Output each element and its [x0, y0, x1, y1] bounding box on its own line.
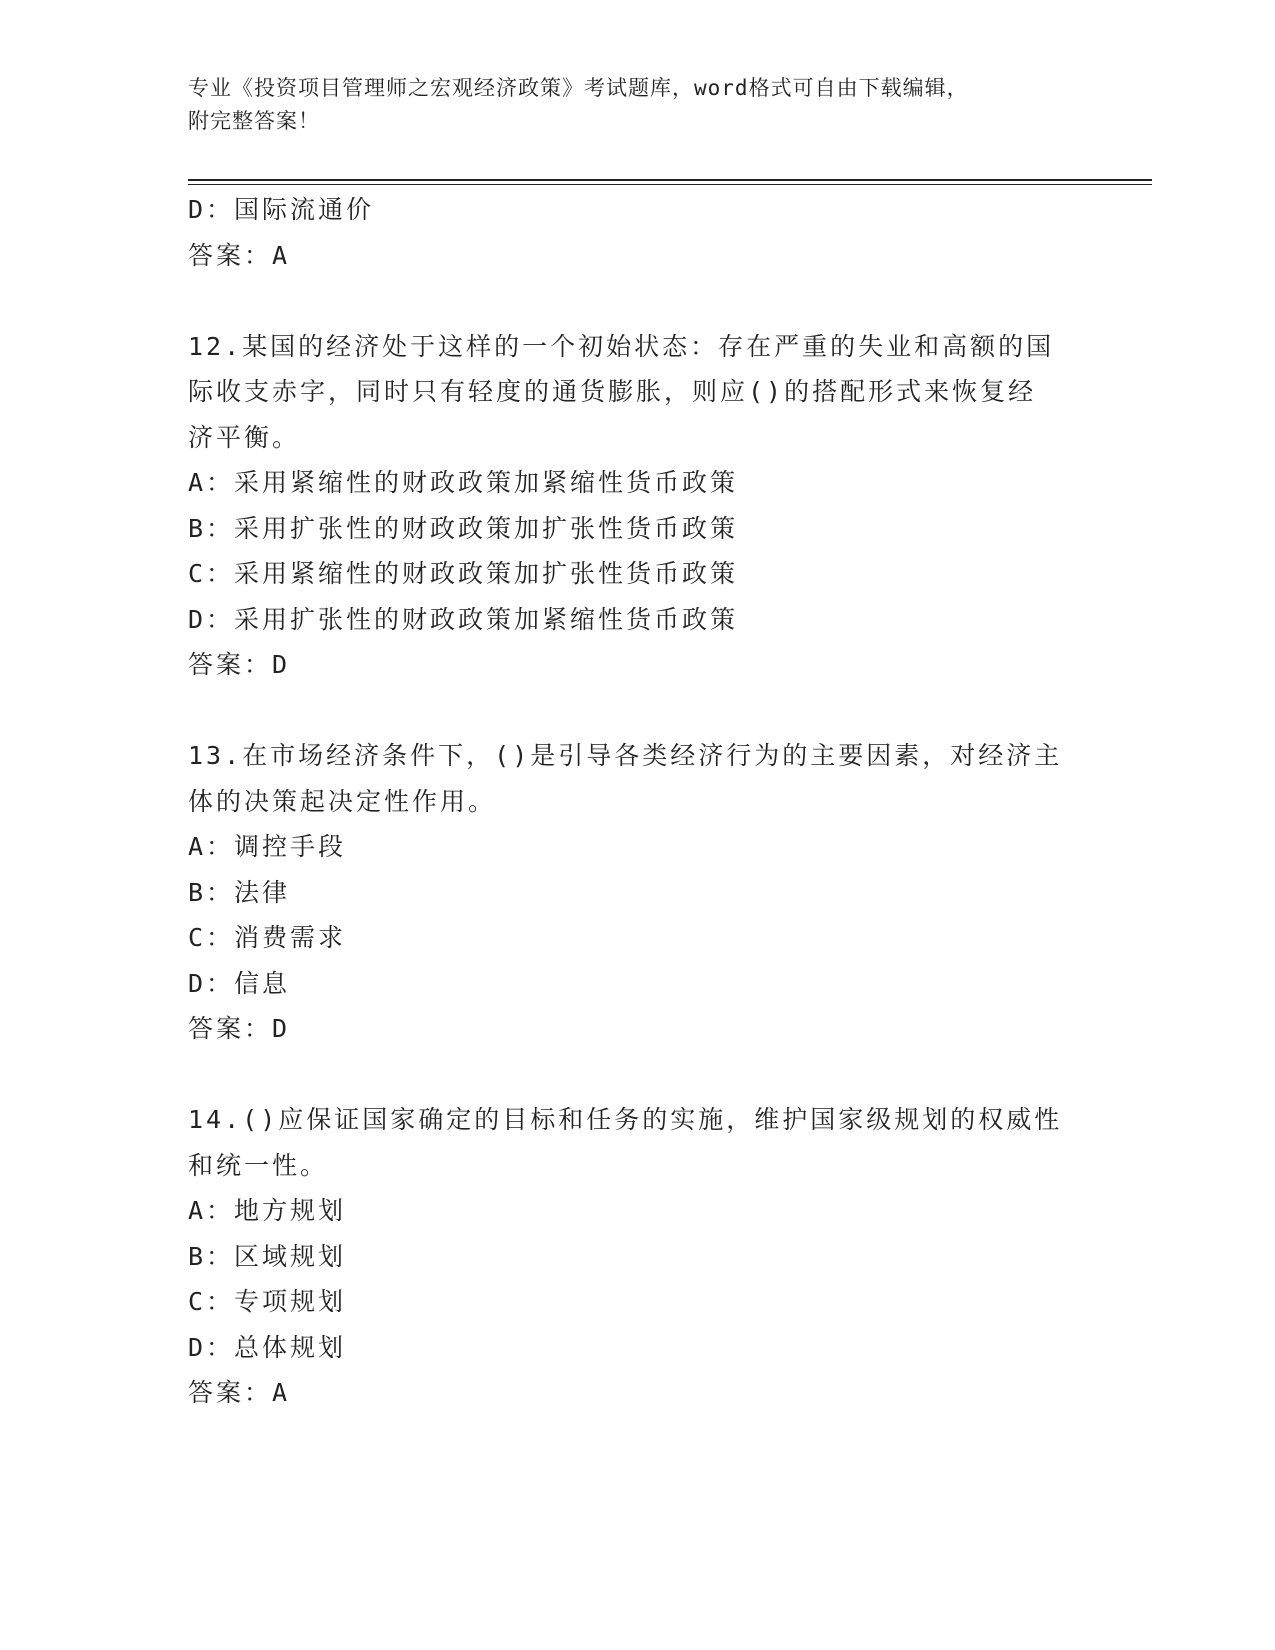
document-header	[188, 72, 1088, 138]
question-12	[188, 324, 1088, 688]
answer-line: 答案：D	[188, 1014, 291, 1043]
header-divider-thick	[188, 179, 1152, 181]
option-a: A：调控手段	[188, 832, 347, 861]
option-d: D：国际流通价	[188, 195, 375, 224]
option-b: B：区域规划	[188, 1241, 347, 1271]
option-c: C：采用紧缩性的财政政策加扩张性货币政策	[188, 559, 739, 588]
option-a: A：采用紧缩性的财政政策加紧缩性货币政策	[188, 468, 739, 497]
spacer	[188, 1052, 1088, 1098]
spacer	[188, 688, 1088, 734]
question-14	[188, 1097, 1088, 1416]
header-line-2: 附完整答案！	[188, 109, 320, 133]
question-text-line: 13.在市场经济条件下，()是引导各类经济行为的主要因素，对经济主	[188, 741, 1063, 770]
option-b: B：采用扩张性的财政政策加扩张性货币政策	[188, 513, 739, 543]
header-divider-thin	[188, 184, 1152, 185]
question-text-line: 和统一性。	[188, 1150, 329, 1180]
option-b: B：法律	[188, 877, 291, 907]
question-text-line: 济平衡。	[188, 422, 301, 452]
answer-line: 答案：A	[188, 1378, 291, 1407]
question-text-line: 体的决策起决定性作用。	[188, 786, 497, 816]
spacer	[188, 278, 1088, 324]
question-text-line: 际收支赤字，同时只有轻度的通货膨胀，则应()的搭配形式来恢复经	[188, 377, 1037, 406]
option-d: D：信息	[188, 968, 291, 998]
previous-question-tail	[188, 187, 1088, 278]
option-c: C：消费需求	[188, 923, 347, 952]
question-13	[188, 733, 1088, 1052]
answer-line: 答案：D	[188, 650, 291, 679]
question-content	[188, 187, 1088, 1416]
option-c: C：专项规划	[188, 1287, 347, 1316]
question-text-line: 12.某国的经济处于这样的一个初始状态：存在严重的失业和高额的国	[188, 331, 1055, 361]
question-text-line: 14.()应保证国家确定的目标和任务的实施，维护国家级规划的权威性	[188, 1105, 1063, 1134]
header-line-1: 专业《投资项目管理师之宏观经济政策》考试题库，word格式可自由下载编辑，	[188, 76, 969, 100]
answer-line: 答案：A	[188, 240, 291, 270]
option-a: A：地方规划	[188, 1196, 347, 1225]
option-d: D：采用扩张性的财政政策加紧缩性货币政策	[188, 604, 739, 634]
option-d: D：总体规划	[188, 1332, 347, 1362]
